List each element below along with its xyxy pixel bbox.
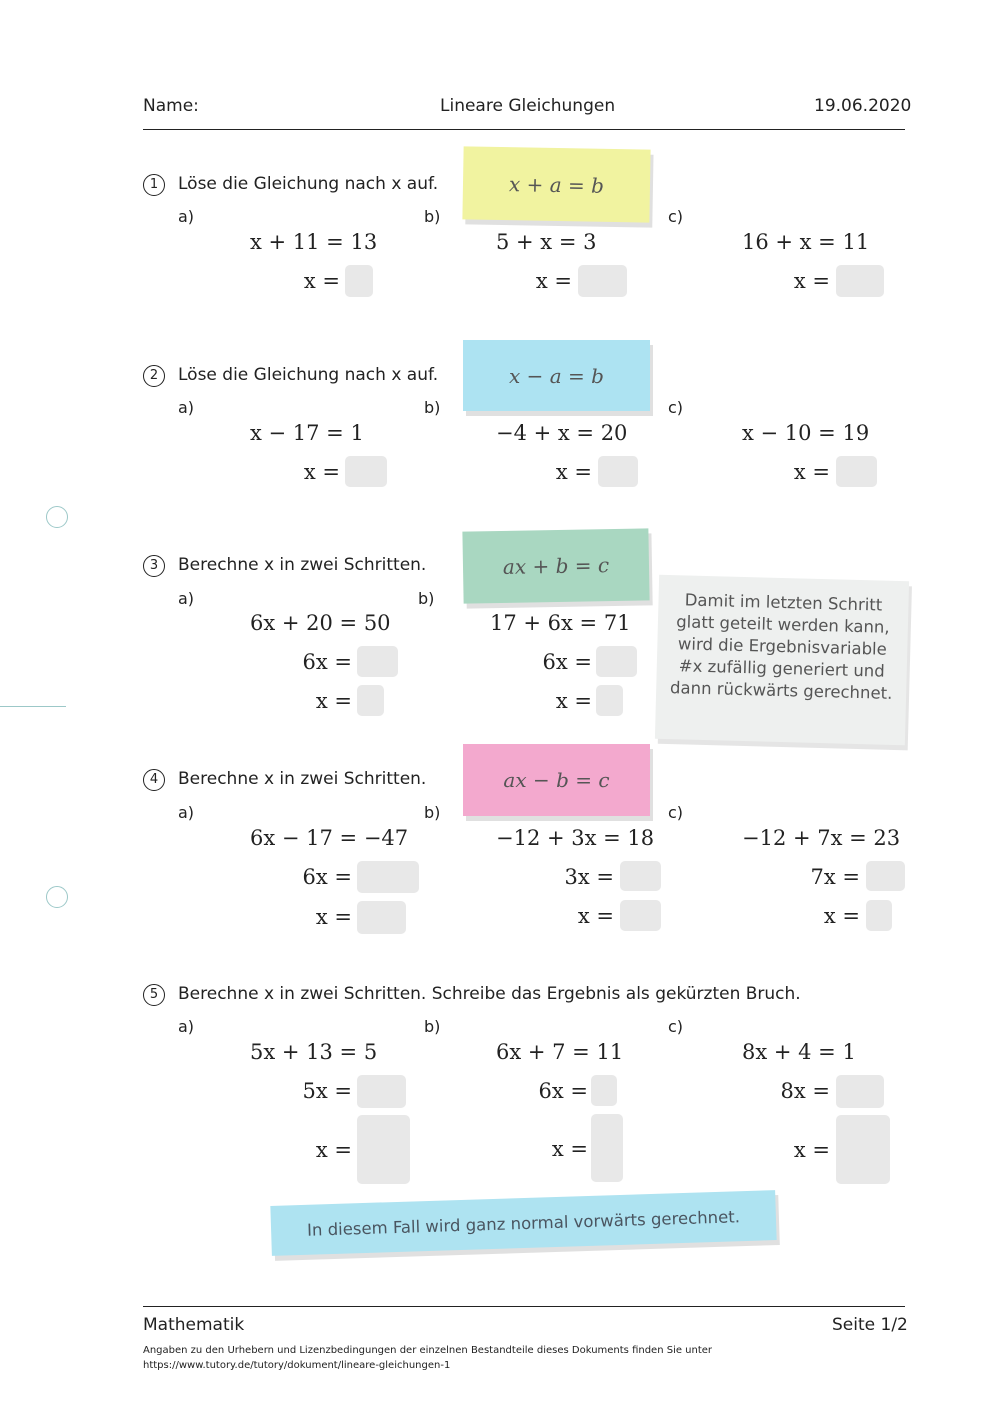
answer-box[interactable] xyxy=(596,685,623,716)
step-label: x = xyxy=(551,1137,588,1161)
part-label: a) xyxy=(178,589,195,608)
header-divider xyxy=(143,129,905,130)
equation: −12 + 3x = 18 xyxy=(496,826,655,850)
answer-box[interactable] xyxy=(836,265,884,297)
credits-link[interactable]: https://www.tutory.de/tutory/dokument/lineare-gleichungen-1 xyxy=(143,1360,451,1371)
answer-box[interactable] xyxy=(357,646,398,677)
footer-divider xyxy=(143,1306,905,1307)
task-instruction: Berechne x in zwei Schritten. xyxy=(178,555,427,575)
task-number: 2 xyxy=(143,365,165,387)
page-title: Lineare Gleichungen xyxy=(440,96,616,116)
step-label: x = xyxy=(793,1138,830,1162)
step-label: x = xyxy=(315,905,352,929)
answer-box[interactable] xyxy=(357,861,419,893)
answer-box[interactable] xyxy=(357,901,406,934)
part-label: c) xyxy=(668,398,684,417)
part-label: b) xyxy=(424,803,441,822)
equation: x − 17 = 1 xyxy=(250,421,364,445)
step-label: 6x = xyxy=(302,865,352,889)
task-instruction: Berechne x in zwei Schritten. Schreibe das Ergebnis als gekürzten Bruch. xyxy=(178,984,801,1004)
subject: Mathematik xyxy=(143,1315,245,1335)
answer-box-fraction[interactable] xyxy=(357,1115,410,1184)
equation: 6x + 20 = 50 xyxy=(250,611,391,635)
task-instruction: Löse die Gleichung nach x auf. xyxy=(178,174,439,194)
equation: 8x + 4 = 1 xyxy=(742,1040,856,1064)
equation: 5 + x = 3 xyxy=(496,230,597,254)
answer-box[interactable] xyxy=(357,685,384,716)
part-label: c) xyxy=(668,803,684,822)
step-label: x = xyxy=(315,689,352,713)
answer-box-fraction[interactable] xyxy=(836,1115,890,1184)
answer-box[interactable] xyxy=(836,456,877,487)
answer-box[interactable] xyxy=(591,1075,617,1106)
step-label: 5x = xyxy=(302,1079,352,1103)
answer-box[interactable] xyxy=(598,456,638,487)
part-label: b) xyxy=(424,207,441,226)
formula-note: ax − b = c xyxy=(463,744,650,816)
step-label: 8x = xyxy=(780,1079,830,1103)
equation: 6x − 17 = −47 xyxy=(250,826,409,850)
answer-box[interactable] xyxy=(345,265,373,297)
task-number: 1 xyxy=(143,174,165,196)
formula-note: x − a = b xyxy=(463,340,650,411)
page-number: Seite 1/2 xyxy=(832,1315,908,1335)
step-label: x = xyxy=(303,269,340,293)
answer-box[interactable] xyxy=(345,456,387,487)
step-label: 6x = xyxy=(538,1079,588,1103)
equation: 16 + x = 11 xyxy=(742,230,870,254)
task-number: 5 xyxy=(143,984,165,1006)
hint-note: Damit im letzten Schritt glatt geteilt werden kann, wird die Ergebnisvariable #x zufällig generiert und dann rückwärts gerechnet. xyxy=(655,575,909,745)
equation: 6x + 7 = 11 xyxy=(496,1040,624,1064)
part-label: c) xyxy=(668,1017,684,1036)
part-label: a) xyxy=(178,803,195,822)
formula-note: x + a = b xyxy=(462,146,650,222)
equation: −4 + x = 20 xyxy=(496,421,628,445)
punch-hole-top xyxy=(46,506,68,528)
step-label: x = xyxy=(823,904,860,928)
part-label: c) xyxy=(668,207,684,226)
step-label: x = xyxy=(535,269,572,293)
task-number: 4 xyxy=(143,769,165,791)
name-label: Name: xyxy=(143,96,199,116)
part-label: a) xyxy=(178,1017,195,1036)
info-banner: In diesem Fall wird ganz normal vorwärts gerechnet. xyxy=(270,1190,776,1256)
step-label: 7x = xyxy=(810,865,860,889)
answer-box[interactable] xyxy=(866,900,892,931)
step-label: x = xyxy=(303,460,340,484)
step-label: 6x = xyxy=(542,650,592,674)
credits-text: Angaben zu den Urhebern und Lizenzbedingungen der einzelnen Bestandteile dieses Dokuments finden Sie unter xyxy=(143,1345,713,1356)
punch-hole-bottom xyxy=(46,886,68,908)
equation: x + 11 = 13 xyxy=(250,230,378,254)
answer-box[interactable] xyxy=(578,265,627,297)
step-label: x = xyxy=(793,460,830,484)
part-label: b) xyxy=(424,1017,441,1036)
part-label: a) xyxy=(178,207,195,226)
task-number: 3 xyxy=(143,555,165,577)
part-label: b) xyxy=(418,589,435,608)
step-label: 6x = xyxy=(302,650,352,674)
date: 19.06.2020 xyxy=(814,96,912,116)
fold-mark xyxy=(0,706,66,707)
step-label: x = xyxy=(555,460,592,484)
step-label: 3x = xyxy=(564,865,614,889)
task-instruction: Löse die Gleichung nach x auf. xyxy=(178,365,439,385)
task-instruction: Berechne x in zwei Schritten. xyxy=(178,769,427,789)
answer-box[interactable] xyxy=(866,861,905,891)
answer-box[interactable] xyxy=(620,900,661,931)
step-label: x = xyxy=(315,1138,352,1162)
equation: 5x + 13 = 5 xyxy=(250,1040,378,1064)
step-label: x = xyxy=(555,689,592,713)
answer-box[interactable] xyxy=(357,1075,406,1108)
step-label: x = xyxy=(577,904,614,928)
answer-box[interactable] xyxy=(836,1075,884,1108)
answer-box[interactable] xyxy=(596,646,637,677)
equation: −12 + 7x = 23 xyxy=(742,826,901,850)
equation: 17 + 6x = 71 xyxy=(490,611,631,635)
part-label: b) xyxy=(424,398,441,417)
equation: x − 10 = 19 xyxy=(742,421,870,445)
answer-box-fraction[interactable] xyxy=(591,1114,623,1182)
step-label: x = xyxy=(793,269,830,293)
answer-box[interactable] xyxy=(620,861,661,891)
part-label: a) xyxy=(178,398,195,417)
formula-note: ax + b = c xyxy=(462,528,649,603)
